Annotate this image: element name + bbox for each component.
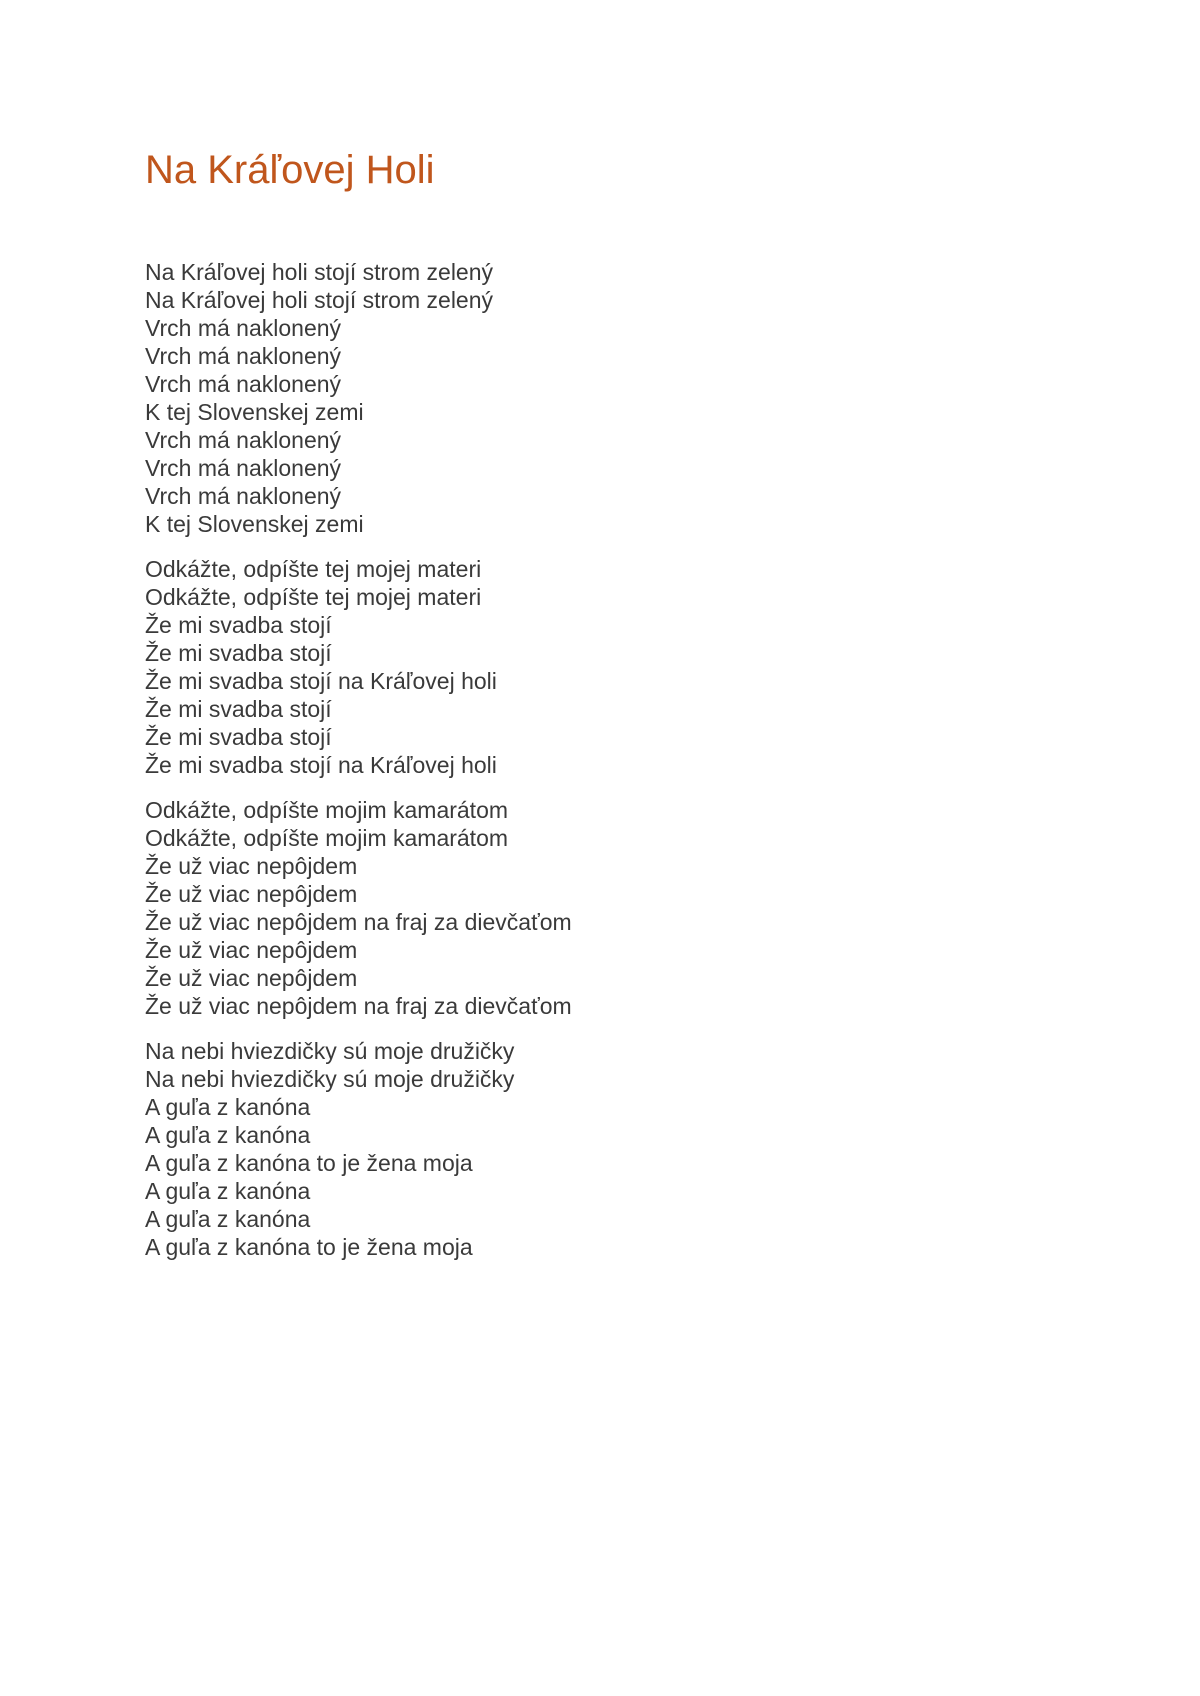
lyric-line: Odkážte, odpíšte tej mojej materi	[145, 556, 482, 582]
verse	[145, 1037, 1045, 1261]
lyric-line: Že už viac nepôjdem	[145, 853, 358, 879]
lyric-line: Vrch má naklonený	[145, 371, 342, 397]
lyric-line: Že už viac nepôjdem na fraj za dievčaťom	[145, 993, 572, 1019]
lyric-line: Odkážte, odpíšte mojim kamarátom	[145, 797, 509, 823]
lyric-line: A guľa z kanóna to je žena moja	[145, 1150, 473, 1176]
lyric-line: A guľa z kanóna	[145, 1178, 311, 1204]
lyrics-body	[145, 258, 1045, 1278]
lyric-line: Na nebi hviezdičky sú moje družičky	[145, 1038, 515, 1064]
lyric-line: Vrch má naklonený	[145, 315, 342, 341]
lyric-line: A guľa z kanóna	[145, 1094, 311, 1120]
lyric-line: Vrch má naklonený	[145, 427, 342, 453]
document-title: Na Kráľovej Holi	[145, 148, 435, 192]
lyric-line: Na Kráľovej holi stojí strom zelený	[145, 259, 494, 285]
lyric-line: Že mi svadba stojí na Kráľovej holi	[145, 668, 497, 694]
lyric-line: A guľa z kanóna to je žena moja	[145, 1234, 473, 1260]
lyric-line: Že mi svadba stojí	[145, 612, 332, 638]
lyric-line: Že mi svadba stojí na Kráľovej holi	[145, 752, 497, 778]
lyric-line: Vrch má naklonený	[145, 455, 342, 481]
lyric-line: Že mi svadba stojí	[145, 724, 332, 750]
lyric-line: Že mi svadba stojí	[145, 640, 332, 666]
lyric-line: Že už viac nepôjdem	[145, 965, 358, 991]
lyric-line: K tej Slovenskej zemi	[145, 511, 364, 537]
lyric-line: Odkážte, odpíšte tej mojej materi	[145, 584, 482, 610]
lyric-line: Na Kráľovej holi stojí strom zelený	[145, 287, 494, 313]
lyric-line: Odkážte, odpíšte mojim kamarátom	[145, 825, 509, 851]
lyric-line: Že už viac nepôjdem na fraj za dievčaťom	[145, 909, 572, 935]
lyric-line: Vrch má naklonený	[145, 483, 342, 509]
lyric-line: Že už viac nepôjdem	[145, 881, 358, 907]
verse	[145, 555, 1045, 779]
lyric-line: K tej Slovenskej zemi	[145, 399, 364, 425]
verse	[145, 796, 1045, 1020]
lyric-line: Že mi svadba stojí	[145, 696, 332, 722]
verse	[145, 258, 1045, 538]
lyric-line: Na nebi hviezdičky sú moje družičky	[145, 1066, 515, 1092]
lyric-line: Že už viac nepôjdem	[145, 937, 358, 963]
lyric-line: A guľa z kanóna	[145, 1122, 311, 1148]
lyric-line: Vrch má naklonený	[145, 343, 342, 369]
lyric-line: A guľa z kanóna	[145, 1206, 311, 1232]
